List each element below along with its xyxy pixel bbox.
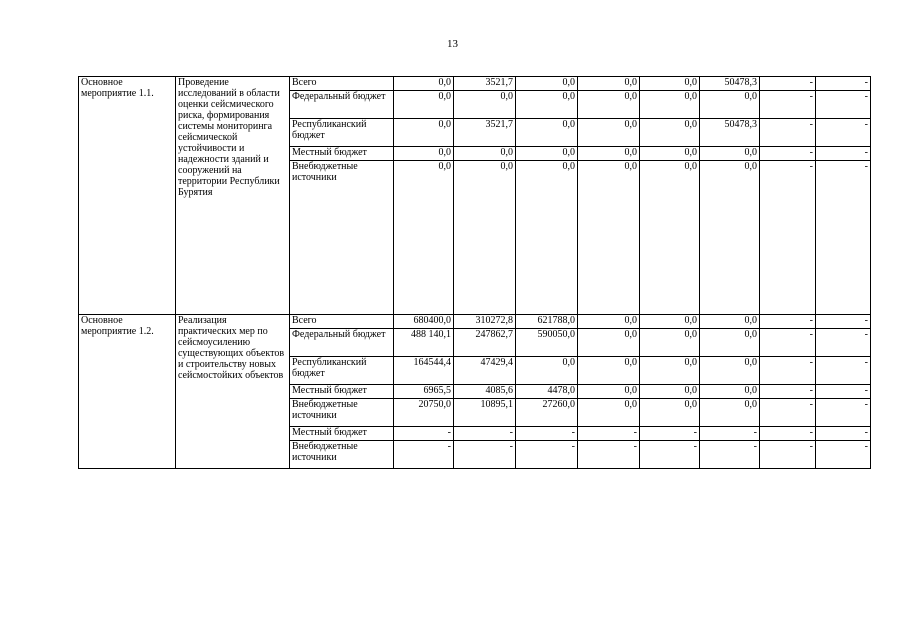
value-cell: 4085,6 <box>454 385 516 399</box>
value-cell: - <box>816 427 871 441</box>
value-cell: - <box>700 427 760 441</box>
value-cell: 310272,8 <box>454 315 516 329</box>
value-cell: - <box>760 77 816 91</box>
value-cell: 0,0 <box>454 147 516 161</box>
value-cell: - <box>816 385 871 399</box>
value-cell: 3521,7 <box>454 77 516 91</box>
value-cell: 0,0 <box>454 91 516 119</box>
value-cell: 50478,3 <box>700 119 760 147</box>
value-cell: 0,0 <box>700 315 760 329</box>
value-cell: 0,0 <box>640 91 700 119</box>
value-cell: 0,0 <box>578 399 640 427</box>
value-cell: - <box>816 399 871 427</box>
value-cell: - <box>816 147 871 161</box>
value-cell: - <box>760 357 816 385</box>
value-cell: - <box>578 441 640 469</box>
value-cell: - <box>816 441 871 469</box>
value-cell: 0,0 <box>454 161 516 315</box>
value-cell: 0,0 <box>640 77 700 91</box>
value-cell: 0,0 <box>394 147 454 161</box>
table-row <box>79 77 871 91</box>
value-cell: 0,0 <box>516 147 578 161</box>
value-cell: 621788,0 <box>516 315 578 329</box>
value-cell: 590050,0 <box>516 329 578 357</box>
value-cell: - <box>760 427 816 441</box>
value-cell: 488 140,1 <box>394 329 454 357</box>
value-cell: 0,0 <box>516 357 578 385</box>
funding-source-cell: Всего <box>290 77 394 91</box>
value-cell: 4478,0 <box>516 385 578 399</box>
value-cell: - <box>394 441 454 469</box>
value-cell: 0,0 <box>516 77 578 91</box>
value-cell: 0,0 <box>578 385 640 399</box>
value-cell: - <box>760 399 816 427</box>
event-description-cell: Реализация практических мер по сейсмоусилению существующих объектов и строительству новых сейсмостойких объектов <box>176 315 290 469</box>
page-number: 13 <box>447 38 458 50</box>
value-cell: 0,0 <box>640 399 700 427</box>
value-cell: 0,0 <box>578 91 640 119</box>
value-cell: 27260,0 <box>516 399 578 427</box>
funding-source-cell: Федеральный бюджет <box>290 329 394 357</box>
value-cell: 0,0 <box>516 161 578 315</box>
value-cell: 0,0 <box>640 315 700 329</box>
value-cell: 247862,7 <box>454 329 516 357</box>
value-cell: - <box>760 315 816 329</box>
value-cell: - <box>816 357 871 385</box>
value-cell: 0,0 <box>516 91 578 119</box>
value-cell: 6965,5 <box>394 385 454 399</box>
value-cell: 0,0 <box>700 399 760 427</box>
value-cell: - <box>816 119 871 147</box>
value-cell: 0,0 <box>640 119 700 147</box>
funding-source-cell: Всего <box>290 315 394 329</box>
value-cell: 0,0 <box>516 119 578 147</box>
value-cell: - <box>760 91 816 119</box>
value-cell: - <box>760 119 816 147</box>
value-cell: - <box>816 329 871 357</box>
value-cell: - <box>394 427 454 441</box>
value-cell: 0,0 <box>578 77 640 91</box>
value-cell: - <box>760 147 816 161</box>
value-cell: 0,0 <box>578 119 640 147</box>
funding-source-cell: Внебюджетные источники <box>290 399 394 427</box>
value-cell: 164544,4 <box>394 357 454 385</box>
value-cell: 0,0 <box>640 161 700 315</box>
value-cell: 0,0 <box>578 315 640 329</box>
funding-source-cell: Внебюджетные источники <box>290 441 394 469</box>
funding-source-cell: Внебюджетные источники <box>290 161 394 315</box>
value-cell: 0,0 <box>394 161 454 315</box>
value-cell: 0,0 <box>578 161 640 315</box>
value-cell: - <box>816 77 871 91</box>
value-cell: - <box>760 385 816 399</box>
funding-source-cell: Местный бюджет <box>290 147 394 161</box>
value-cell: 50478,3 <box>700 77 760 91</box>
value-cell: - <box>516 441 578 469</box>
value-cell: 0,0 <box>578 357 640 385</box>
value-cell: 3521,7 <box>454 119 516 147</box>
value-cell: 0,0 <box>700 91 760 119</box>
value-cell: 0,0 <box>700 385 760 399</box>
value-cell: - <box>578 427 640 441</box>
value-cell: - <box>816 315 871 329</box>
funding-source-cell: Местный бюджет <box>290 385 394 399</box>
value-cell: - <box>640 441 700 469</box>
value-cell: 0,0 <box>640 147 700 161</box>
budget-table <box>78 76 871 469</box>
value-cell: 0,0 <box>700 161 760 315</box>
budget-table-body <box>79 77 871 469</box>
value-cell: - <box>760 441 816 469</box>
value-cell: 0,0 <box>640 385 700 399</box>
value-cell: - <box>454 441 516 469</box>
value-cell: 47429,4 <box>454 357 516 385</box>
event-description-cell: Проведение исследований в области оценки сейсмического риска, формирования системы мониторинга сейсмической устойчивости и надежности зданий и сооружений на территории Республики Бурятия <box>176 77 290 315</box>
value-cell: 0,0 <box>640 357 700 385</box>
event-name-cell: Основное мероприятие 1.1. <box>79 77 176 315</box>
value-cell: - <box>760 161 816 315</box>
value-cell: 0,0 <box>700 357 760 385</box>
value-cell: 0,0 <box>640 329 700 357</box>
value-cell: 20750,0 <box>394 399 454 427</box>
value-cell: - <box>760 329 816 357</box>
funding-source-cell: Республиканский бюджет <box>290 119 394 147</box>
value-cell: - <box>516 427 578 441</box>
funding-source-cell: Федеральный бюджет <box>290 91 394 119</box>
value-cell: 0,0 <box>700 329 760 357</box>
funding-source-cell: Местный бюджет <box>290 427 394 441</box>
value-cell: - <box>700 441 760 469</box>
value-cell: 0,0 <box>700 147 760 161</box>
value-cell: 10895,1 <box>454 399 516 427</box>
event-name-cell: Основное мероприятие 1.2. <box>79 315 176 469</box>
value-cell: 0,0 <box>394 91 454 119</box>
value-cell: 0,0 <box>394 77 454 91</box>
value-cell: - <box>640 427 700 441</box>
value-cell: 680400,0 <box>394 315 454 329</box>
table-row <box>79 315 871 329</box>
value-cell: 0,0 <box>578 329 640 357</box>
value-cell: - <box>454 427 516 441</box>
funding-source-cell: Республиканский бюджет <box>290 357 394 385</box>
value-cell: 0,0 <box>394 119 454 147</box>
value-cell: - <box>816 91 871 119</box>
value-cell: 0,0 <box>578 147 640 161</box>
value-cell: - <box>816 161 871 315</box>
